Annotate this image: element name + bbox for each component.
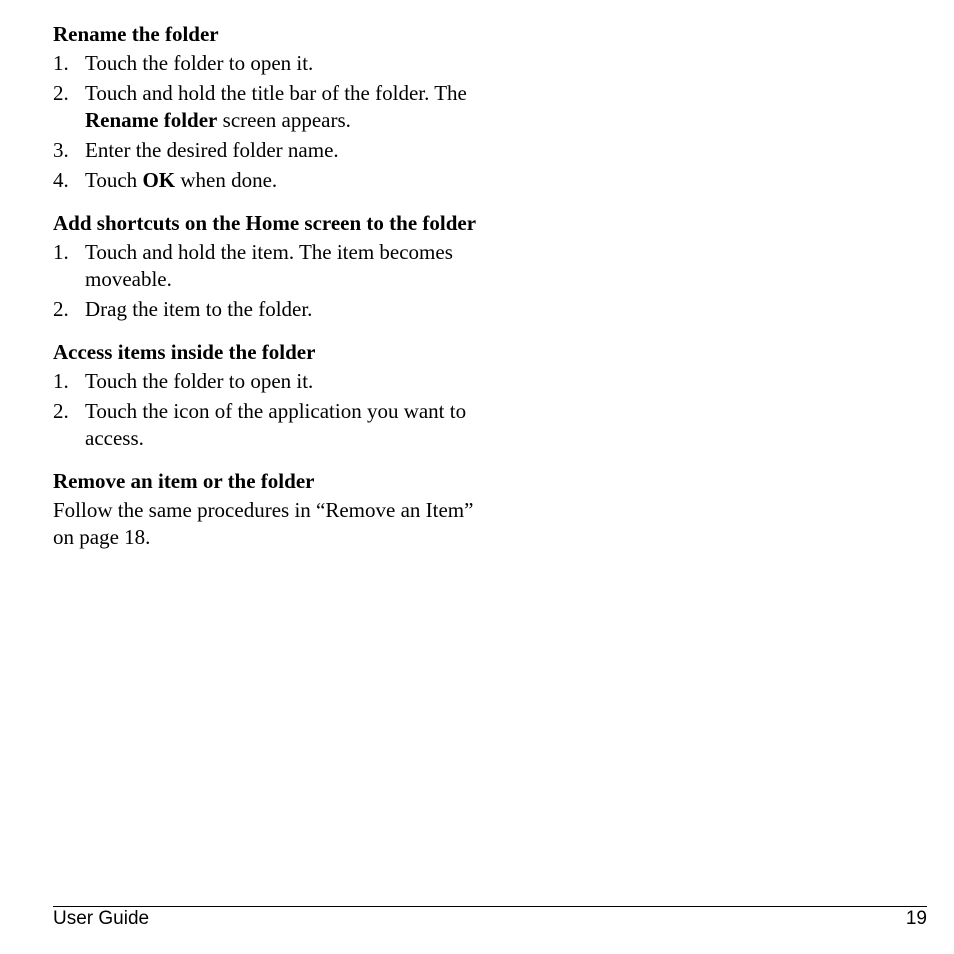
step-text: Touch and hold the title bar of the folder. The — [85, 81, 467, 105]
steps-list — [53, 239, 483, 323]
step-item — [53, 137, 483, 164]
step-text: Drag the item to the folder. — [85, 297, 313, 321]
step-number: 4. — [53, 168, 69, 192]
section-access-items — [53, 339, 483, 452]
step-number: 1. — [53, 240, 69, 264]
step-number: 1. — [53, 51, 69, 75]
ui-term-ok: OK — [142, 168, 176, 192]
step-text: Touch and hold the item. The item becomes moveable. — [85, 240, 453, 291]
step-item — [53, 167, 483, 194]
page-number: 19 — [905, 908, 927, 929]
step-item — [53, 368, 483, 395]
ui-term-rename-folder: Rename folder — [85, 108, 218, 132]
step-text: Touch the folder to open it. — [85, 369, 314, 393]
steps-list — [53, 50, 483, 194]
step-number: 1. — [53, 369, 69, 393]
section-heading: Access items inside the folder — [53, 340, 316, 364]
section-heading: Add shortcuts on the Home screen to the folder — [53, 211, 477, 235]
page-footer — [53, 906, 927, 929]
footer-title: User Guide — [53, 908, 150, 929]
step-item — [53, 80, 483, 134]
section-heading: Rename the folder — [53, 22, 219, 46]
step-number: 3. — [53, 138, 69, 162]
steps-list — [53, 368, 483, 452]
step-text: Touch the icon of the application you want to access. — [85, 399, 467, 450]
section-heading: Remove an item or the folder — [53, 469, 315, 493]
section-rename-folder — [53, 21, 483, 194]
step-item — [53, 50, 483, 77]
step-text: screen appears. — [217, 108, 351, 132]
step-number: 2. — [53, 399, 69, 423]
document-body — [53, 21, 483, 567]
step-number: 2. — [53, 81, 69, 105]
step-item — [53, 398, 483, 452]
step-item — [53, 296, 483, 323]
step-item — [53, 239, 483, 293]
step-text: Enter the desired folder name. — [85, 138, 339, 162]
step-text: when done. — [175, 168, 278, 192]
step-text: Touch — [85, 168, 143, 192]
step-text: Touch the folder to open it. — [85, 51, 314, 75]
section-add-shortcuts — [53, 210, 483, 323]
section-paragraph: Follow the same procedures in “Remove an Item” on page 18. — [53, 498, 474, 549]
section-remove-item — [53, 468, 483, 551]
step-number: 2. — [53, 297, 69, 321]
